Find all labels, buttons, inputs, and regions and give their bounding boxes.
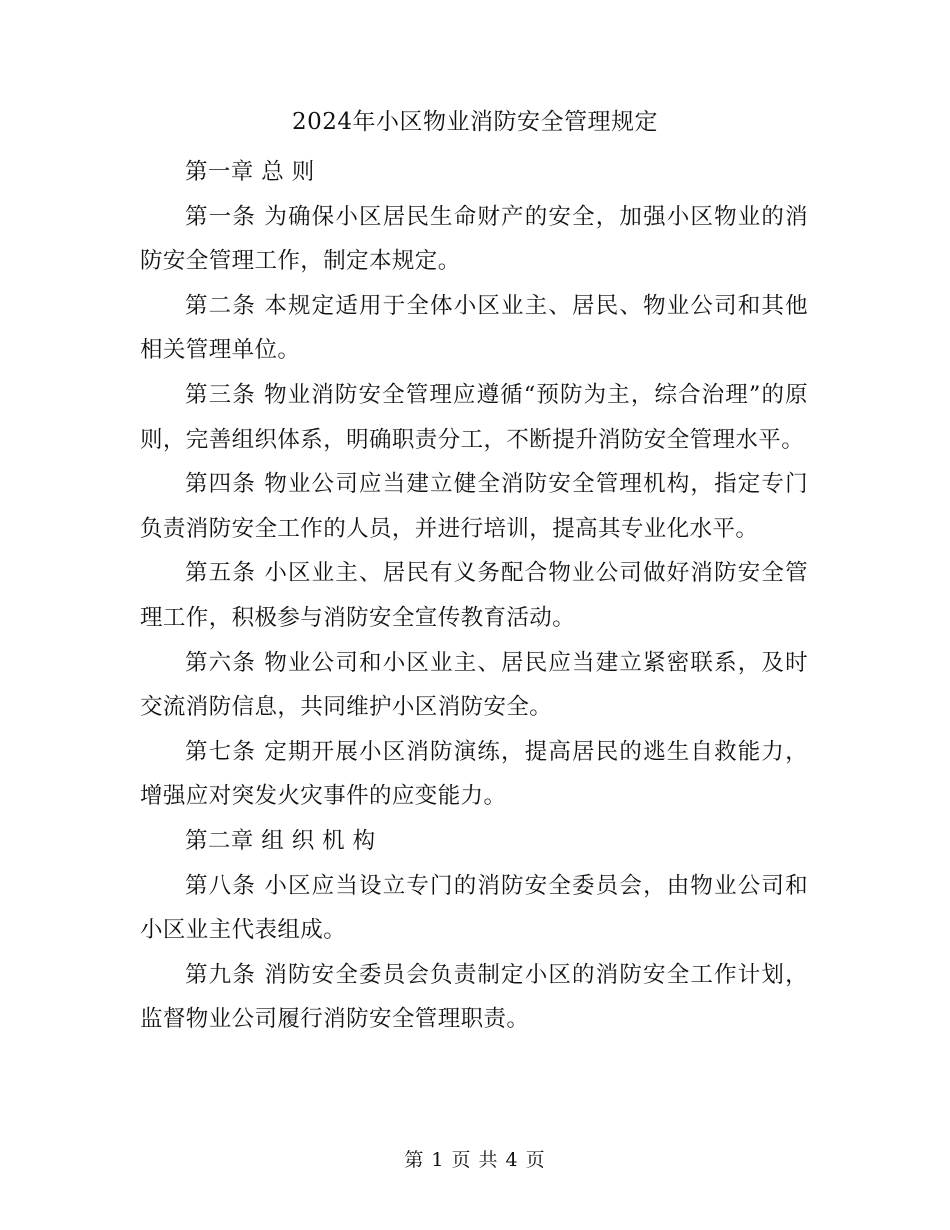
article-paragraph: 第四条 物业公司应当建立健全消防安全管理机构，指定专门负责消防安全工作的人员，并进行培训，提高其专业化水平。 — [140, 471, 808, 542]
document-body — [140, 150, 808, 1042]
article-paragraph: 第一条 为确保小区居民生命财产的安全，加强小区物业的消防安全管理工作，制定本规定。 — [140, 203, 808, 275]
article-paragraph: 第九条 消防安全委员会负责制定小区的消防安全工作计划，监督物业公司履行消防安全管理职责。 — [140, 961, 808, 1033]
article-paragraph: 第六条 物业公司和小区业主、居民应当建立紧密联系，及时交流消防信息，共同维护小区消防安全。 — [140, 649, 808, 721]
article-paragraph: 第五条 小区业主、居民有义务配合物业公司做好消防安全管理工作，积极参与消防安全宣传教育活动。 — [140, 560, 808, 631]
page-number-footer: 第 1 页 共 4 页 — [404, 1149, 546, 1171]
article-paragraph: 第八条 小区应当设立专门的消防安全委员会，由物业公司和小区业主代表组成。 — [140, 872, 808, 944]
article-paragraph: 第七条 定期开展小区消防演练，提高居民的逃生自救能力，增强应对突发火灾事件的应变能力。 — [140, 738, 808, 810]
document-title: 2024年小区物业消防安全管理规定 — [291, 109, 659, 135]
article-paragraph: 第二条 本规定适用于全体小区业主、居民、物业公司和其他相关管理单位。 — [140, 292, 808, 364]
article-paragraph: 第三条 物业消防安全管理应遵循“预防为主，综合治理”的原则，完善组织体系，明确职责分工，不断提升消防安全管理水平。 — [140, 381, 808, 453]
chapter-heading: 第二章 组 织 机 构 — [185, 827, 376, 854]
chapter-heading: 第一章 总 则 — [185, 159, 315, 185]
